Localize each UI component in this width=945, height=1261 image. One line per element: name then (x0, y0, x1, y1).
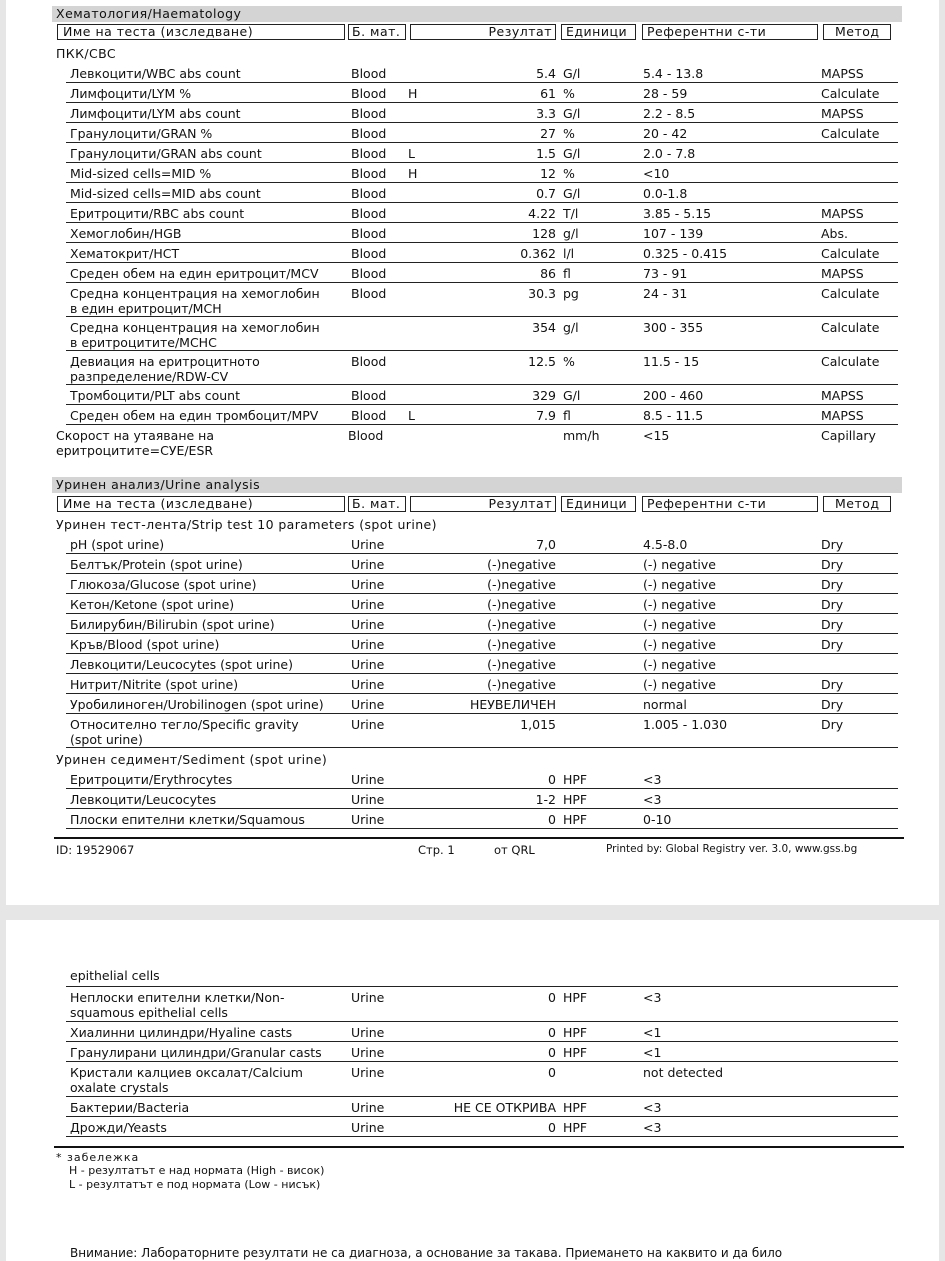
test-name: Кристали калциев оксалат/Calcium (70, 1065, 303, 1080)
result-value: (-)negative (487, 577, 556, 592)
unit: HPF (563, 812, 588, 827)
result-value: 0.7 (536, 186, 556, 201)
method: Dry (821, 557, 844, 572)
method: Calculate (821, 246, 880, 261)
header-units: Единици (566, 496, 628, 511)
material: Blood (351, 354, 387, 369)
unit: % (563, 354, 575, 369)
material: Blood (351, 106, 387, 121)
page-of: от QRL (494, 843, 535, 857)
strip-test-row (6, 694, 939, 714)
test-name: Билирубин/Bilirubin (spot urine) (70, 617, 275, 632)
unit: % (563, 126, 575, 141)
method: Capillary (821, 428, 876, 443)
header-method: Метод (835, 24, 880, 39)
unit: G/l (563, 66, 581, 81)
result-value: 0 (548, 812, 556, 827)
sediment-row (6, 987, 939, 1022)
reference-range: <3 (643, 1100, 662, 1115)
material: Urine (351, 697, 385, 712)
material: Urine (351, 717, 385, 732)
result-value: 12.5 (528, 354, 556, 369)
cbc-row (6, 143, 939, 163)
test-name: Среден обем на един еритроцит/MCV (70, 266, 319, 281)
cbc-section-title: ПКК/CBC (56, 46, 116, 61)
note-low: L - резултатът е под нормата (Low - нисък) (69, 1178, 321, 1191)
unit: G/l (563, 186, 581, 201)
material: Urine (351, 812, 385, 827)
material: Blood (351, 86, 387, 101)
result-value: 1,015 (520, 717, 556, 732)
reference-range: (-) negative (643, 597, 716, 612)
material: Blood (351, 126, 387, 141)
unit: l/l (563, 246, 575, 261)
material: Blood (351, 226, 387, 241)
row-divider (66, 747, 898, 748)
cbc-row (6, 123, 939, 143)
material: Urine (351, 1045, 385, 1060)
result-value: 0 (548, 990, 556, 1005)
material: Urine (351, 577, 385, 592)
reference-range: 73 - 91 (643, 266, 688, 281)
header-material: Б. мат. (352, 24, 401, 39)
material: Blood (351, 246, 387, 261)
test-name: Дрожди/Yeasts (70, 1120, 167, 1135)
test-name: Лимфоцити/LYM % (70, 86, 192, 101)
strip-test-row (6, 534, 939, 554)
reference-range: 1.005 - 1.030 (643, 717, 728, 732)
test-name: Девиация на еритроцитното (70, 354, 260, 369)
test-name: Хемоглобин/HGB (70, 226, 182, 241)
warning-text: Внимание: Лабораторните резултати не са диагноза, а основание за такава. Приемането на каквито и да било (70, 1246, 783, 1260)
test-name-line2: еритроцитите=СУЕ/ESR (56, 443, 214, 458)
note-high: H - резултатът е над нормата (High - висок) (69, 1164, 325, 1177)
result-value: 0 (548, 772, 556, 787)
material: Blood (351, 388, 387, 403)
strip-test-row (6, 714, 939, 748)
method: Dry (821, 637, 844, 652)
cbc-row (6, 405, 939, 425)
test-name-line2: в еритроцитите/MCHC (70, 335, 217, 350)
material: Urine (351, 1065, 385, 1080)
result-value: 0 (548, 1025, 556, 1040)
header-result: Резултат (488, 496, 552, 511)
material: Blood (348, 428, 384, 443)
test-name: Относително тегло/Specific gravity (70, 717, 299, 732)
method: MAPSS (821, 266, 864, 281)
material: Urine (351, 677, 385, 692)
test-name: Еритроцити/RBC abs count (70, 206, 245, 221)
reference-range: <3 (643, 1120, 662, 1135)
reference-range: 0-10 (643, 812, 672, 827)
material: Urine (351, 557, 385, 572)
material: Urine (351, 792, 385, 807)
result-value: (-)negative (487, 557, 556, 572)
unit: HPF (563, 1025, 588, 1040)
result-value: 12 (540, 166, 556, 181)
material: Urine (351, 772, 385, 787)
method: Dry (821, 617, 844, 632)
method: MAPSS (821, 66, 864, 81)
material: Urine (351, 617, 385, 632)
cbc-row (6, 283, 939, 317)
reference-range: (-) negative (643, 637, 716, 652)
flag-indicator: L (408, 146, 415, 161)
report-page-1 (6, 0, 939, 905)
result-value: (-)negative (487, 677, 556, 692)
unit: mm/h (563, 428, 600, 443)
method: Dry (821, 577, 844, 592)
result-value: 0 (548, 1045, 556, 1060)
reference-range: 300 - 355 (643, 320, 704, 335)
test-name: Неплоски епителни клетки/Non- (70, 990, 285, 1005)
material: Blood (351, 408, 387, 423)
method: Dry (821, 697, 844, 712)
reference-range: (-) negative (643, 657, 716, 672)
reference-range: 0.0-1.8 (643, 186, 688, 201)
reference-range: (-) negative (643, 677, 716, 692)
result-value: 354 (532, 320, 556, 335)
reference-range: 4.5-8.0 (643, 537, 688, 552)
test-name-line2: разпределение/RDW-CV (70, 369, 229, 384)
result-value: (-)negative (487, 617, 556, 632)
test-name: Бактерии/Bacteria (70, 1100, 190, 1115)
urine-title: Уринен анализ/Urine analysis (56, 477, 261, 492)
unit: fl (563, 408, 571, 423)
reference-range: <1 (643, 1045, 662, 1060)
test-name: Гранулоцити/GRAN % (70, 126, 213, 141)
test-name: Левкоцити/Leucocytes (spot urine) (70, 657, 293, 672)
result-value: 5.4 (536, 66, 556, 81)
material: Blood (351, 66, 387, 81)
method: Calculate (821, 320, 880, 335)
reference-range: <1 (643, 1025, 662, 1040)
header-result: Резултат (488, 24, 552, 39)
reference-range: (-) negative (643, 577, 716, 592)
test-name: Скорост на утаяване на (56, 428, 214, 443)
page-number: Стр. 1 (418, 843, 455, 857)
test-name: Кетон/Ketone (spot urine) (70, 597, 235, 612)
result-value: (-)negative (487, 657, 556, 672)
test-name-line2: squamous epithelial cells (70, 1005, 228, 1020)
material: Urine (351, 537, 385, 552)
reference-range: <3 (643, 772, 662, 787)
result-value: 7,0 (536, 537, 556, 552)
sediment-row (6, 809, 939, 829)
method: MAPSS (821, 408, 864, 423)
method: Dry (821, 537, 844, 552)
notes-divider (54, 1146, 904, 1148)
result-value: 61 (540, 86, 556, 101)
unit: HPF (563, 1045, 588, 1060)
sediment-row (6, 1022, 939, 1042)
cbc-row (6, 183, 939, 203)
sediment-row (6, 769, 939, 789)
test-name: Гранулоцити/GRAN abs count (70, 146, 262, 161)
row-divider (66, 1136, 898, 1137)
test-name: Левкоцити/Leucocytes (70, 792, 217, 807)
reference-range: <3 (643, 990, 662, 1005)
haematology-section-band (52, 6, 902, 22)
unit: T/l (563, 206, 579, 221)
test-name: Уробилиноген/Urobilinogen (spot urine) (70, 697, 324, 712)
strip-test-row (6, 554, 939, 574)
result-value: 86 (540, 266, 556, 281)
reference-range: 107 - 139 (643, 226, 704, 241)
material: Urine (351, 597, 385, 612)
test-name: pH (spot urine) (70, 537, 165, 552)
unit: HPF (563, 772, 588, 787)
method: Calculate (821, 354, 880, 369)
test-name: Левкоцити/WBC abs count (70, 66, 241, 81)
strip-test-row (6, 654, 939, 674)
test-name: Хематокрит/HCT (70, 246, 180, 261)
sediment-row (6, 1097, 939, 1117)
cbc-row (6, 163, 939, 183)
printed-by: Printed by: Global Registry ver. 3.0, www.gss.bg (606, 843, 858, 855)
unit: G/l (563, 106, 581, 121)
reference-range: normal (643, 697, 687, 712)
test-name: Плоски епителни клетки/Squamous (70, 812, 305, 827)
strip-test-row (6, 614, 939, 634)
reference-range: 3.85 - 5.15 (643, 206, 712, 221)
test-name-line2: в един еритроцит/MCH (70, 301, 222, 316)
unit: pg (563, 286, 579, 301)
result-value: 30.3 (528, 286, 556, 301)
flag-indicator: L (408, 408, 415, 423)
result-value: (-)negative (487, 597, 556, 612)
cbc-row (6, 351, 939, 385)
test-name: Лимфоцити/LYM abs count (70, 106, 241, 121)
test-name: Тромбоцити/PLT abs count (70, 388, 240, 403)
reference-range: 2.2 - 8.5 (643, 106, 696, 121)
esr-row (6, 425, 939, 461)
unit: G/l (563, 146, 581, 161)
flag-indicator: H (408, 86, 418, 101)
test-name: Еритроцити/Erythrocytes (70, 772, 233, 787)
material: Blood (351, 146, 387, 161)
header-method: Метод (835, 496, 880, 511)
unit: % (563, 166, 575, 181)
material: Urine (351, 1100, 385, 1115)
unit: HPF (563, 792, 588, 807)
cbc-row (6, 317, 939, 351)
test-name: Mid-sized cells=MID % (70, 166, 212, 181)
result-value: НЕ СЕ ОТКРИВА (453, 1100, 556, 1115)
strip-test-row (6, 594, 939, 614)
result-value: НЕУВЕЛИЧЕН (469, 697, 556, 712)
material: Urine (351, 637, 385, 652)
material: Blood (351, 286, 387, 301)
report-page-2 (6, 920, 939, 1261)
result-value: 0.362 (520, 246, 556, 261)
material: Urine (351, 990, 385, 1005)
method: MAPSS (821, 206, 864, 221)
result-value: 3.3 (536, 106, 556, 121)
urine-section-band (52, 477, 902, 493)
method: Dry (821, 597, 844, 612)
reference-range: (-) negative (643, 557, 716, 572)
method: Dry (821, 677, 844, 692)
note-title: * забележка (56, 1151, 140, 1164)
cbc-row (6, 385, 939, 405)
flag-indicator: H (408, 166, 418, 181)
result-value: 1.5 (536, 146, 556, 161)
reference-range: 11.5 - 15 (643, 354, 700, 369)
unit: % (563, 86, 575, 101)
test-name-line2: (spot urine) (70, 732, 143, 747)
material: Urine (351, 657, 385, 672)
reference-range: <10 (643, 166, 670, 181)
test-name: Нитрит/Nitrite (spot urine) (70, 677, 239, 692)
material: Blood (351, 206, 387, 221)
material: Urine (351, 1025, 385, 1040)
reference-range: 200 - 460 (643, 388, 704, 403)
reference-range: 24 - 31 (643, 286, 688, 301)
cbc-row (6, 103, 939, 123)
unit: HPF (563, 990, 588, 1005)
result-value: 1-2 (535, 792, 556, 807)
strip-test-row (6, 634, 939, 654)
reference-range: 8.5 - 11.5 (643, 408, 704, 423)
reference-range: <15 (643, 428, 670, 443)
reference-range: (-) negative (643, 617, 716, 632)
cbc-row (6, 223, 939, 243)
material: Urine (351, 1120, 385, 1135)
sediment-row (6, 1062, 939, 1097)
unit: HPF (563, 1100, 588, 1115)
report-id: ID: 19529067 (56, 843, 135, 857)
method: MAPSS (821, 388, 864, 403)
sediment-row (6, 1042, 939, 1062)
method: Dry (821, 717, 844, 732)
test-name: Средна концентрация на хемоглобин (70, 320, 320, 335)
header-material: Б. мат. (352, 496, 401, 511)
result-value: 329 (532, 388, 556, 403)
sediment-section-title: Уринен седимент/Sediment (spot urine) (56, 752, 328, 767)
header-units: Единици (566, 24, 628, 39)
result-value: 0 (548, 1120, 556, 1135)
test-name: Mid-sized cells=MID abs count (70, 186, 261, 201)
result-value: 4.22 (528, 206, 556, 221)
test-name-line2: oxalate crystals (70, 1080, 169, 1095)
cbc-row (6, 203, 939, 223)
result-value: 0 (548, 1065, 556, 1080)
header-reference: Референтни с-ти (647, 24, 767, 39)
footer-divider (54, 837, 904, 839)
unit: g/l (563, 226, 579, 241)
strip-test-row (6, 674, 939, 694)
method: MAPSS (821, 106, 864, 121)
reference-range: 28 - 59 (643, 86, 688, 101)
material: Blood (351, 266, 387, 281)
method: Calculate (821, 86, 880, 101)
test-name: Глюкоза/Glucose (spot urine) (70, 577, 257, 592)
row-divider (66, 828, 898, 829)
reference-range: not detected (643, 1065, 724, 1080)
header-reference: Референтни с-ти (647, 496, 767, 511)
unit: G/l (563, 388, 581, 403)
test-name: Хиалинни цилиндри/Hyaline casts (70, 1025, 293, 1040)
result-value: 7.9 (536, 408, 556, 423)
unit: fl (563, 266, 571, 281)
unit: g/l (563, 320, 579, 335)
header-test-name: Име на теста (изследване) (63, 496, 254, 511)
strip-test-row (6, 574, 939, 594)
reference-range: 0.325 - 0.415 (643, 246, 728, 261)
material: Blood (351, 186, 387, 201)
reference-range: 5.4 - 13.8 (643, 66, 704, 81)
method: Calculate (821, 286, 880, 301)
reference-range: 20 - 42 (643, 126, 688, 141)
test-name: Кръв/Blood (spot urine) (70, 637, 220, 652)
cbc-row (6, 63, 939, 83)
result-value: 27 (540, 126, 556, 141)
method: Abs. (821, 226, 848, 241)
unit: HPF (563, 1120, 588, 1135)
result-value: 128 (532, 226, 556, 241)
material: Blood (351, 166, 387, 181)
test-name: Средна концентрация на хемоглобин (70, 286, 320, 301)
continued-row-text: epithelial cells (70, 968, 160, 983)
cbc-row (6, 243, 939, 263)
reference-range: <3 (643, 792, 662, 807)
header-test-name: Име на теста (изследване) (63, 24, 254, 39)
result-value: (-)negative (487, 637, 556, 652)
reference-range: 2.0 - 7.8 (643, 146, 696, 161)
strip-section-title: Уринен тест-лента/Strip test 10 parameters (spot urine) (56, 517, 437, 532)
test-name: Гранулирани цилиндри/Granular casts (70, 1045, 322, 1060)
test-name: Белтък/Protein (spot urine) (70, 557, 243, 572)
sediment-row (6, 1117, 939, 1137)
haematology-title: Хематология/Haematology (56, 6, 242, 21)
method: Calculate (821, 126, 880, 141)
cbc-row (6, 83, 939, 103)
cbc-row (6, 263, 939, 283)
test-name: Среден обем на един тромбоцит/MPV (70, 408, 319, 423)
sediment-row (6, 789, 939, 809)
